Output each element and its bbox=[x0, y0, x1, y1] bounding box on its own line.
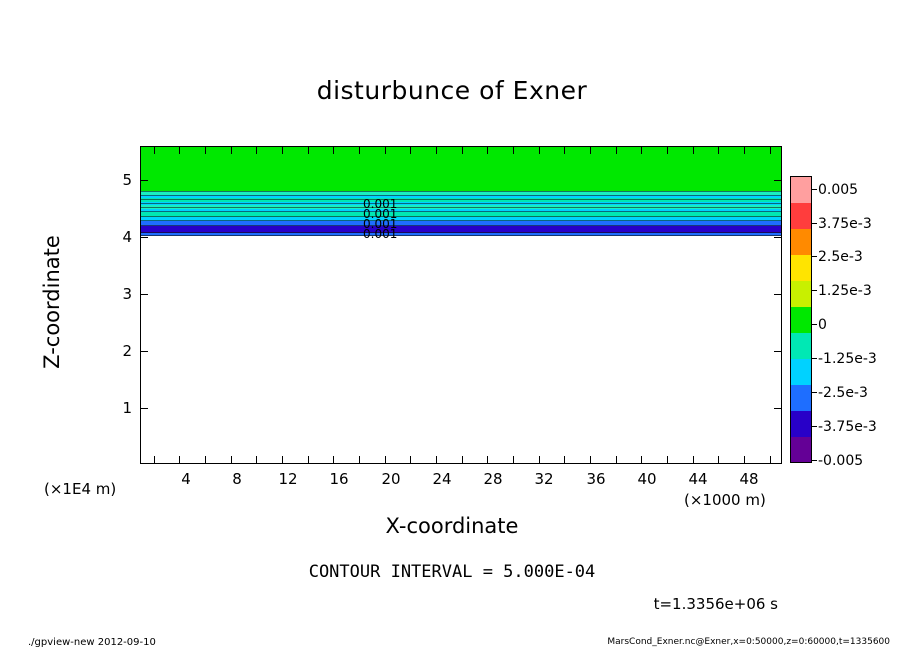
colorbar-label: 1.25e-3 bbox=[818, 283, 872, 299]
contour-stripe-9 bbox=[141, 225, 781, 226]
x-tick bbox=[487, 456, 488, 463]
x-tick-top bbox=[513, 147, 514, 154]
y-tick-right bbox=[774, 408, 781, 409]
x-tick-top bbox=[590, 147, 591, 154]
x-tick-top bbox=[308, 147, 309, 154]
y-tick bbox=[141, 237, 148, 238]
footer-right-text: MarsCond_Exner.nc@Exner,x=0:50000,z=0:60000,t=1335600 bbox=[607, 637, 890, 647]
colorbar-label: 3.75e-3 bbox=[818, 216, 872, 232]
x-tick bbox=[179, 456, 180, 463]
colorbar-tick bbox=[812, 392, 817, 393]
contour-stripe-5 bbox=[141, 207, 781, 208]
x-tick bbox=[770, 456, 771, 463]
colorbar-label: 0.005 bbox=[818, 182, 859, 198]
y-tick bbox=[141, 351, 148, 352]
contour-stripe-3 bbox=[141, 199, 781, 200]
colorbar-cell bbox=[791, 203, 811, 229]
x-tick-top bbox=[256, 147, 257, 154]
x-tick-top bbox=[436, 147, 437, 154]
y-tick-label: 3 bbox=[122, 285, 132, 303]
contour-interval-label: CONTOUR INTERVAL = 5.000E-04 bbox=[308, 562, 596, 582]
colorbar-cell bbox=[791, 255, 811, 281]
colorbar-cell bbox=[791, 177, 811, 203]
x-tick-top bbox=[462, 147, 463, 154]
x-tick-label: 16 bbox=[329, 470, 349, 488]
y-tick bbox=[141, 294, 148, 295]
x-tick-label: 32 bbox=[534, 470, 554, 488]
x-tick bbox=[744, 456, 745, 463]
colorbar bbox=[790, 176, 812, 463]
x-tick bbox=[667, 456, 668, 463]
y-tick-label: 5 bbox=[122, 171, 132, 189]
x-tick bbox=[205, 456, 206, 463]
x-axis-title: X-coordinate bbox=[385, 514, 519, 538]
x-tick-top bbox=[539, 147, 540, 154]
x-unit-right-label: (×1000 m) bbox=[684, 491, 766, 509]
contour-stripe-7 bbox=[141, 216, 781, 217]
x-tick-label: 20 bbox=[381, 470, 401, 488]
x-tick bbox=[385, 456, 386, 463]
x-tick-label: 36 bbox=[586, 470, 606, 488]
y-tick bbox=[141, 180, 148, 181]
colorbar-cell bbox=[791, 437, 811, 463]
colorbar-tick bbox=[812, 223, 817, 224]
colorbar-cell bbox=[791, 229, 811, 255]
contour-stripe-2 bbox=[141, 195, 781, 196]
x-tick bbox=[410, 456, 411, 463]
x-tick-top bbox=[770, 147, 771, 154]
x-tick-top bbox=[154, 147, 155, 154]
colorbar-tick bbox=[812, 460, 817, 461]
x-tick bbox=[154, 456, 155, 463]
x-tick-top bbox=[333, 147, 334, 154]
y-tick-right bbox=[774, 237, 781, 238]
contour-label-2: 0.001 bbox=[363, 207, 398, 221]
x-tick bbox=[308, 456, 309, 463]
colorbar-tick bbox=[812, 358, 817, 359]
x-tick bbox=[693, 456, 694, 463]
colorbar-label: -3.75e-3 bbox=[818, 419, 877, 435]
x-tick-top bbox=[744, 147, 745, 154]
contour-label-4: 0.001 bbox=[363, 227, 398, 241]
contour-label-3: 0.001 bbox=[363, 217, 398, 231]
contour-label-1: 0.001 bbox=[363, 197, 398, 211]
x-tick-top bbox=[205, 147, 206, 154]
x-tick-label: 24 bbox=[432, 470, 452, 488]
x-tick-label: 40 bbox=[637, 470, 657, 488]
contour-stripe-11 bbox=[141, 235, 781, 236]
colorbar-cell bbox=[791, 359, 811, 385]
x-tick-top bbox=[616, 147, 617, 154]
colorbar-cell bbox=[791, 281, 811, 307]
x-tick bbox=[513, 456, 514, 463]
footer-left-text: ./gpview-new 2012-09-10 bbox=[28, 637, 156, 648]
y-tick-right bbox=[774, 180, 781, 181]
contour-stripe-10 bbox=[141, 232, 781, 233]
x-tick-label: 48 bbox=[739, 470, 759, 488]
x-tick-top bbox=[385, 147, 386, 154]
x-tick-top bbox=[487, 147, 488, 154]
x-tick-top bbox=[359, 147, 360, 154]
contour-stripe-4 bbox=[141, 203, 781, 204]
x-tick bbox=[256, 456, 257, 463]
x-tick bbox=[436, 456, 437, 463]
colorbar-label: -1.25e-3 bbox=[818, 351, 877, 367]
x-tick bbox=[590, 456, 591, 463]
y-axis-title: Z-coordinate bbox=[40, 235, 64, 369]
y-tick bbox=[141, 408, 148, 409]
x-tick-label: 8 bbox=[232, 470, 242, 488]
x-tick-top bbox=[564, 147, 565, 154]
colorbar-tick bbox=[812, 256, 817, 257]
y-tick-label: 4 bbox=[122, 228, 132, 246]
x-tick-top bbox=[410, 147, 411, 154]
x-tick-top bbox=[667, 147, 668, 154]
x-tick-top bbox=[693, 147, 694, 154]
colorbar-label: 2.5e-3 bbox=[818, 249, 863, 265]
y-tick-label: 2 bbox=[122, 342, 132, 360]
x-tick-top bbox=[718, 147, 719, 154]
x-tick-label: 12 bbox=[278, 470, 298, 488]
x-tick-label: 44 bbox=[688, 470, 708, 488]
x-tick bbox=[333, 456, 334, 463]
x-tick bbox=[282, 456, 283, 463]
field-band-zero bbox=[141, 147, 781, 191]
x-tick bbox=[616, 456, 617, 463]
y-tick-label: 1 bbox=[122, 399, 132, 417]
contour-stripe-8 bbox=[141, 220, 781, 221]
colorbar-tick bbox=[812, 426, 817, 427]
colorbar-label: -0.005 bbox=[818, 453, 864, 469]
colorbar-cell bbox=[791, 411, 811, 437]
x-tick-top bbox=[282, 147, 283, 154]
x-tick-label: 4 bbox=[181, 470, 191, 488]
field-band-blank bbox=[141, 236, 781, 464]
x-tick bbox=[539, 456, 540, 463]
time-label: t=1.3356e+06 s bbox=[653, 595, 778, 613]
x-tick bbox=[359, 456, 360, 463]
y-tick-right bbox=[774, 294, 781, 295]
x-tick-label: 28 bbox=[483, 470, 503, 488]
x-tick bbox=[462, 456, 463, 463]
y-tick-right bbox=[774, 351, 781, 352]
x-tick bbox=[641, 456, 642, 463]
x-unit-left-label: (×1E4 m) bbox=[44, 480, 117, 498]
x-tick bbox=[718, 456, 719, 463]
contour-stripe-6 bbox=[141, 211, 781, 212]
x-tick-top bbox=[179, 147, 180, 154]
contour-stripe-1 bbox=[141, 191, 781, 192]
colorbar-tick bbox=[812, 290, 817, 291]
plot-area bbox=[140, 146, 782, 464]
colorbar-label: -2.5e-3 bbox=[818, 385, 868, 401]
x-tick-top bbox=[231, 147, 232, 154]
colorbar-cell bbox=[791, 385, 811, 411]
colorbar-tick bbox=[812, 324, 817, 325]
colorbar-cell bbox=[791, 307, 811, 333]
x-tick bbox=[231, 456, 232, 463]
colorbar-label: 0 bbox=[818, 317, 827, 333]
x-tick bbox=[564, 456, 565, 463]
page-title: disturbunce of Exner bbox=[316, 76, 588, 105]
colorbar-tick bbox=[812, 189, 817, 190]
colorbar-cell bbox=[791, 333, 811, 359]
x-tick-top bbox=[641, 147, 642, 154]
